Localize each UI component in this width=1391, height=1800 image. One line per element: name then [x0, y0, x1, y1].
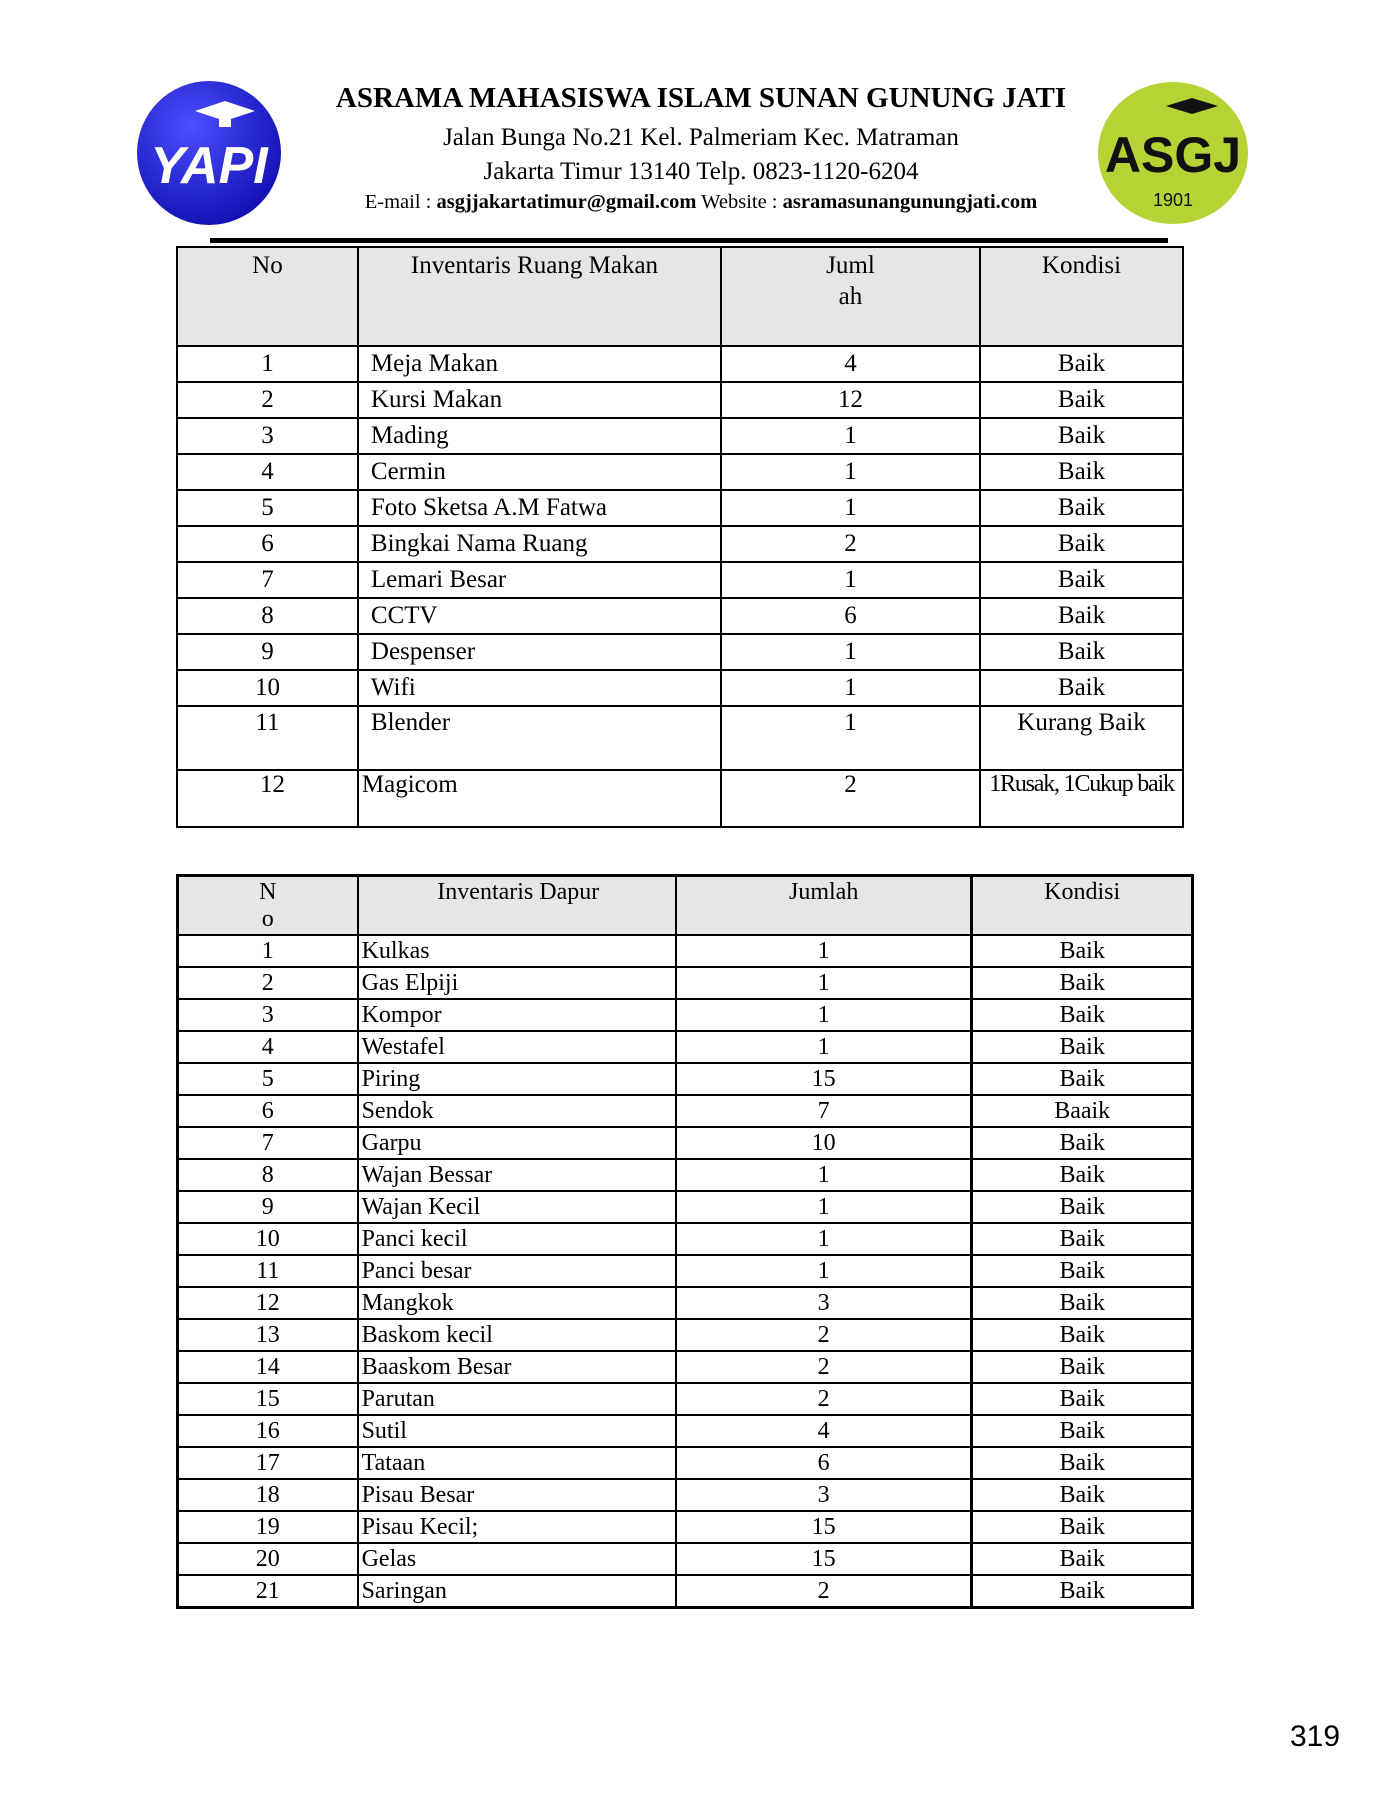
cell-item: Bingkai Nama Ruang: [358, 526, 721, 562]
cell-item: Kursi Makan: [358, 382, 721, 418]
cell-item: Wifi: [358, 670, 721, 706]
cell-kondisi: Baik: [972, 999, 1193, 1031]
cell-qty: 1: [676, 1031, 972, 1063]
cell-item: Magicom: [358, 770, 721, 827]
yapi-logo: [133, 79, 285, 227]
table-row: [178, 1031, 1193, 1063]
cell-item: CCTV: [358, 598, 721, 634]
table-header-row: [178, 876, 1193, 936]
cell-no: 18: [178, 1479, 358, 1511]
cell-item: Garpu: [358, 1127, 676, 1159]
letterhead-contact: [296, 191, 1106, 214]
cell-kondisi: Baik: [972, 1127, 1193, 1159]
website-address: asramasunangunungjati.com: [782, 191, 1038, 213]
table-row: [178, 1063, 1193, 1095]
cell-item: Parutan: [358, 1383, 676, 1415]
cell-kondisi: Baik: [972, 935, 1193, 967]
cell-qty: 2: [721, 526, 980, 562]
cell-item: Piring: [358, 1063, 676, 1095]
cell-qty: 1: [721, 634, 980, 670]
cell-qty: 15: [676, 1543, 972, 1575]
cell-item: Mangkok: [358, 1287, 676, 1319]
table-row: [178, 999, 1193, 1031]
cell-no: 4: [178, 1031, 358, 1063]
cell-item: Pisau Besar: [358, 1479, 676, 1511]
table-row: [177, 634, 1183, 670]
cell-no: 10: [177, 670, 358, 706]
table-dapur: [176, 874, 1194, 1609]
col-header-no: [178, 876, 358, 936]
cell-qty: 1: [676, 1191, 972, 1223]
col-header-qty-text: Jumlah: [826, 252, 875, 310]
cell-no: 4: [177, 454, 358, 490]
table-row: [178, 967, 1193, 999]
table-row: [177, 454, 1183, 490]
col-header-item: Inventaris Dapur: [358, 876, 676, 936]
table-row: [178, 1575, 1193, 1608]
asgj-logo: [1096, 80, 1250, 226]
table-row: [177, 490, 1183, 526]
letterhead-divider: [210, 238, 1168, 243]
cell-qty: 2: [721, 770, 980, 827]
col-header-no-text: No: [259, 879, 277, 932]
table-row: [177, 562, 1183, 598]
cell-no: 7: [178, 1127, 358, 1159]
cell-no: 11: [177, 706, 358, 770]
asgj-logo-text: ASGJ: [1104, 127, 1242, 183]
cell-qty: 1: [676, 1255, 972, 1287]
cell-kondisi: Baik: [972, 1575, 1193, 1608]
cell-item: Sendok: [358, 1095, 676, 1127]
cell-no: 5: [178, 1063, 358, 1095]
email-address: asgjjakartatimur@gmail.com: [436, 191, 697, 213]
cell-kondisi: 1Rusak, 1Cukup baik: [980, 770, 1183, 827]
col-header-kondisi: Kondisi: [972, 876, 1193, 936]
cell-kondisi: Baik: [972, 1159, 1193, 1191]
table-row: [177, 770, 1183, 827]
page-number: 319: [1290, 1720, 1341, 1753]
cell-qty: 1: [676, 935, 972, 967]
cell-no: 16: [178, 1415, 358, 1447]
cell-kondisi: Baik: [972, 1223, 1193, 1255]
table-row: [178, 1415, 1193, 1447]
table-row: [177, 706, 1183, 770]
cell-qty: 1: [721, 454, 980, 490]
cell-kondisi: Baik: [980, 382, 1183, 418]
cell-item: Pisau Kecil;: [358, 1511, 676, 1543]
cell-no: 8: [178, 1159, 358, 1191]
col-header-no: No: [177, 247, 358, 346]
col-header-qty-text: Jumlah: [789, 879, 859, 905]
cell-kondisi: Baik: [972, 1319, 1193, 1351]
cell-kondisi: Baik: [972, 1287, 1193, 1319]
col-header-item: Inventaris Ruang Makan: [358, 247, 721, 346]
cell-no: 3: [178, 999, 358, 1031]
cell-kondisi: Baik: [972, 1447, 1193, 1479]
table-row: [177, 382, 1183, 418]
cell-item: Wajan Kecil: [358, 1191, 676, 1223]
cell-kondisi: Baik: [972, 1415, 1193, 1447]
cell-item: Panci besar: [358, 1255, 676, 1287]
cell-no: 21: [178, 1575, 358, 1608]
cell-item: Kompor: [358, 999, 676, 1031]
cell-no: 14: [178, 1351, 358, 1383]
cell-no: 9: [177, 634, 358, 670]
letterhead-address-line2: Jakarta Timur 13140 Telp. 0823-1120-6204: [483, 158, 919, 185]
cell-qty: 15: [676, 1511, 972, 1543]
cell-kondisi: Baik: [972, 1351, 1193, 1383]
table-ruang-makan: [176, 246, 1184, 828]
cell-kondisi: Baik: [980, 526, 1183, 562]
table-row: [178, 1223, 1193, 1255]
letterhead-address-line1: Jalan Bunga No.21 Kel. Palmeriam Kec. Matraman: [443, 124, 959, 151]
cell-item: Panci kecil: [358, 1223, 676, 1255]
cell-kondisi: Baik: [980, 670, 1183, 706]
table-row: [178, 1095, 1193, 1127]
table-row: [178, 1511, 1193, 1543]
cell-kondisi: Baik: [980, 598, 1183, 634]
cell-item: Despenser: [358, 634, 721, 670]
cell-no: 13: [178, 1319, 358, 1351]
cell-qty: 1: [721, 418, 980, 454]
cell-qty: 1: [676, 967, 972, 999]
cell-no: 15: [178, 1383, 358, 1415]
cell-no: 12: [177, 770, 358, 827]
cell-no: 6: [178, 1095, 358, 1127]
cell-item: Gelas: [358, 1543, 676, 1575]
cell-no: 20: [178, 1543, 358, 1575]
cell-qty: 2: [676, 1351, 972, 1383]
cell-kondisi: Kurang Baik: [980, 706, 1183, 770]
cell-qty: 2: [676, 1383, 972, 1415]
table-row: [177, 598, 1183, 634]
cell-no: 10: [178, 1223, 358, 1255]
table-row: [178, 1255, 1193, 1287]
cell-item: Cermin: [358, 454, 721, 490]
cell-kondisi: Baik: [980, 634, 1183, 670]
asgj-logo-year: 1901: [1152, 190, 1194, 210]
cell-qty: 2: [676, 1575, 972, 1608]
email-label: E-mail :: [364, 191, 437, 213]
cell-qty: 1: [676, 1223, 972, 1255]
yapi-logo-text: YAPI: [150, 137, 268, 195]
cell-kondisi: Baik: [980, 490, 1183, 526]
cell-no: 8: [177, 598, 358, 634]
table-row: [178, 1479, 1193, 1511]
table-row: [178, 1543, 1193, 1575]
cell-kondisi: Baik: [972, 1383, 1193, 1415]
letterhead-title: ASRAMA MAHASISWA ISLAM SUNAN GUNUNG JATI: [335, 82, 1067, 114]
table-row: [178, 1287, 1193, 1319]
cell-no: 5: [177, 490, 358, 526]
table-row: [178, 1319, 1193, 1351]
cell-no: 2: [178, 967, 358, 999]
cell-qty: 4: [721, 346, 980, 382]
cell-item: Gas Elpiji: [358, 967, 676, 999]
cell-item: Foto Sketsa A.M Fatwa: [358, 490, 721, 526]
cell-qty: 6: [721, 598, 980, 634]
cell-no: 2: [177, 382, 358, 418]
cell-item: Blender: [358, 706, 721, 770]
cell-qty: 1: [721, 706, 980, 770]
cell-qty: 1: [676, 999, 972, 1031]
cell-item: Lemari Besar: [358, 562, 721, 598]
cell-no: 7: [177, 562, 358, 598]
table-row: [177, 526, 1183, 562]
cell-kondisi: Baik: [980, 418, 1183, 454]
cell-qty: 2: [676, 1319, 972, 1351]
table-row: [178, 935, 1193, 967]
cell-qty: 15: [676, 1063, 972, 1095]
cell-no: 1: [178, 935, 358, 967]
cell-no: 17: [178, 1447, 358, 1479]
cell-qty: 1: [721, 670, 980, 706]
table-row: [178, 1127, 1193, 1159]
table-header-row: [177, 247, 1183, 346]
table-row: [178, 1191, 1193, 1223]
col-header-kondisi: Kondisi: [980, 247, 1183, 346]
cell-item: Baaskom Besar: [358, 1351, 676, 1383]
table-row: [178, 1159, 1193, 1191]
cell-qty: 6: [676, 1447, 972, 1479]
table-row: [178, 1447, 1193, 1479]
cell-qty: 10: [676, 1127, 972, 1159]
cell-kondisi: Baik: [972, 1191, 1193, 1223]
cell-kondisi: Baik: [972, 1479, 1193, 1511]
cell-kondisi: Baik: [980, 562, 1183, 598]
cell-kondisi: Baik: [972, 1063, 1193, 1095]
cell-item: Tataan: [358, 1447, 676, 1479]
cell-item: Baskom kecil: [358, 1319, 676, 1351]
cell-qty: 4: [676, 1415, 972, 1447]
col-header-qty: [721, 247, 980, 346]
cell-no: 9: [178, 1191, 358, 1223]
cell-qty: 7: [676, 1095, 972, 1127]
cell-item: Kulkas: [358, 935, 676, 967]
cell-item: Sutil: [358, 1415, 676, 1447]
table-row: [177, 418, 1183, 454]
cell-kondisi: Baik: [972, 1255, 1193, 1287]
cell-kondisi: Baik: [980, 454, 1183, 490]
table-row: [178, 1383, 1193, 1415]
cell-item: Meja Makan: [358, 346, 721, 382]
cell-item: Westafel: [358, 1031, 676, 1063]
cell-no: 1: [177, 346, 358, 382]
cell-kondisi: Baik: [980, 346, 1183, 382]
cell-no: 19: [178, 1511, 358, 1543]
cell-kondisi: Baaik: [972, 1095, 1193, 1127]
cell-kondisi: Baik: [972, 1543, 1193, 1575]
cell-item: Mading: [358, 418, 721, 454]
cell-item: Saringan: [358, 1575, 676, 1608]
table-row: [177, 346, 1183, 382]
cell-qty: 12: [721, 382, 980, 418]
table-row: [177, 670, 1183, 706]
cell-qty: 3: [676, 1479, 972, 1511]
cell-no: 6: [177, 526, 358, 562]
cell-kondisi: Baik: [972, 967, 1193, 999]
website-label: Website :: [696, 191, 783, 213]
cell-qty: 3: [676, 1287, 972, 1319]
cell-kondisi: Baik: [972, 1031, 1193, 1063]
cell-qty: 1: [721, 562, 980, 598]
cell-kondisi: Baik: [972, 1511, 1193, 1543]
col-header-qty: [676, 876, 972, 936]
cell-item: Wajan Bessar: [358, 1159, 676, 1191]
cell-no: 3: [177, 418, 358, 454]
cell-no: 12: [178, 1287, 358, 1319]
cell-no: 11: [178, 1255, 358, 1287]
table-row: [178, 1351, 1193, 1383]
cell-qty: 1: [721, 490, 980, 526]
cell-qty: 1: [676, 1159, 972, 1191]
